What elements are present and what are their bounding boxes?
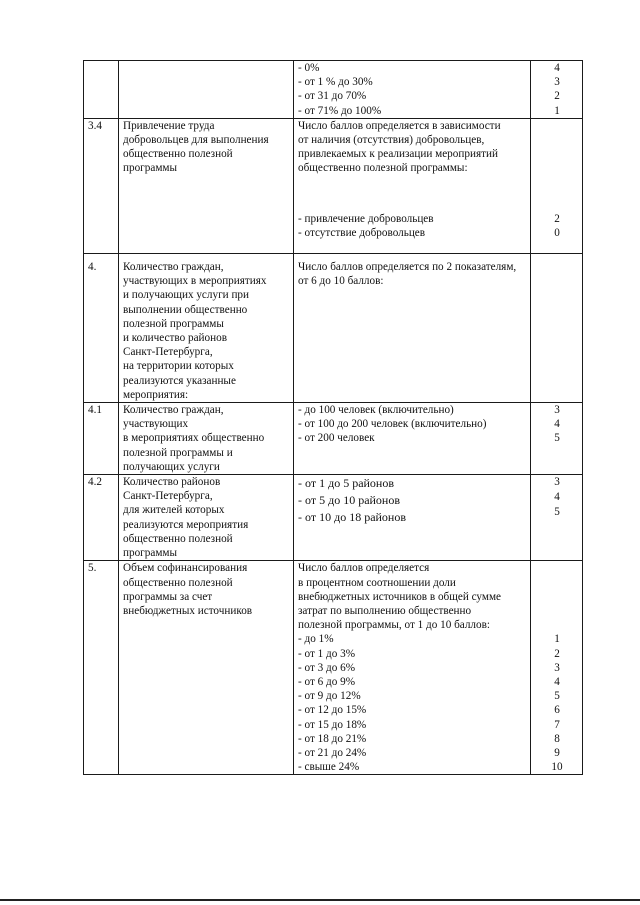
description-line: от наличия (отсутствия) добровольцев, (298, 134, 485, 147)
row-number-cell (84, 118, 119, 253)
points-cell (531, 561, 583, 775)
points-value: 9 (554, 746, 560, 759)
points-value: 3 (554, 661, 560, 674)
criterion-name-cell (119, 403, 294, 475)
description-line: в процентном соотношении доли (298, 576, 456, 589)
criterion-name-line: общественно полезной (123, 576, 233, 589)
row-number-cell (84, 403, 119, 475)
table-row (84, 403, 583, 475)
criterion-description-cell (294, 403, 531, 475)
description-line: Число баллов определяется по 2 показателям, (298, 261, 517, 274)
criteria-table (83, 60, 583, 775)
row-number-cell (84, 475, 119, 561)
criterion-name-line: для жителей которых (123, 504, 225, 517)
points-value: 5 (554, 506, 560, 519)
option-line: - от 12 до 15% (298, 704, 367, 717)
row-number-cell (84, 254, 119, 403)
points-value: 2 (554, 90, 560, 103)
option-line: - от 1 % до 30% (298, 76, 373, 89)
description-line: полезной программы, от 1 до 10 баллов: (298, 619, 490, 632)
criterion-name-line: программы за счет (123, 590, 213, 603)
row-number: 3.4 (88, 119, 102, 132)
description-line: затрат по выполнению общественно (298, 604, 472, 617)
option-line: - от 200 человек (298, 432, 375, 445)
criterion-name-line: участвующих (123, 418, 189, 431)
points-cell (531, 61, 583, 119)
description-line: привлекаемых к реализации мероприятий (298, 148, 498, 161)
criterion-name-cell (119, 61, 294, 119)
row-number: 4.2 (88, 476, 102, 489)
option-line: - свыше 24% (298, 761, 360, 774)
option-line: - от 1 до 5 районов (298, 476, 395, 491)
points-value: 1 (554, 633, 560, 646)
option-line: - от 3 до 6% (298, 661, 356, 674)
option-line: - от 6 до 9% (298, 675, 356, 688)
points-value: 3 (554, 476, 560, 489)
criterion-name-line: добровольцев для выполнения (123, 134, 269, 147)
option-line: - от 100 до 200 человек (включительно) (298, 418, 487, 431)
criterion-description-cell (294, 475, 531, 561)
criterion-name-line: программы (123, 162, 177, 175)
description-line: Число баллов определяется в зависимости (298, 119, 501, 132)
points-cell (531, 254, 583, 403)
criterion-name-line: Санкт-Петербурга, (123, 490, 213, 503)
points-value: 2 (554, 647, 560, 660)
criterion-name-line: общественно полезной (123, 532, 233, 545)
points-value: 4 (554, 418, 560, 431)
criterion-name-line: в мероприятиях общественно (123, 432, 265, 445)
criterion-name-cell (119, 475, 294, 561)
criterion-name-line: участвующих в мероприятиях (123, 275, 267, 288)
points-value: 2 (554, 212, 560, 225)
points-cell (531, 118, 583, 253)
points-cell (531, 475, 583, 561)
description-line: внебюджетных источников в общей сумме (298, 590, 501, 603)
criterion-name-line: Количество районов (123, 476, 221, 489)
points-value: 5 (554, 690, 560, 703)
table-row (84, 61, 583, 119)
option-line: - от 18 до 21% (298, 732, 367, 745)
row-number: 4. (88, 261, 97, 274)
points-cell (531, 403, 583, 475)
option-line: - от 1 до 3% (298, 647, 356, 660)
criterion-description-cell (294, 561, 531, 775)
criterion-description-cell (294, 254, 531, 403)
option-line: - от 31 до 70% (298, 90, 367, 103)
option-line: - 0% (298, 62, 320, 74)
table-row (84, 475, 583, 561)
option-line: - от 9 до 12% (298, 690, 361, 703)
criterion-name-line: Количество граждан, (123, 404, 224, 417)
description-line: от 6 до 10 баллов: (298, 275, 384, 288)
criterion-name-cell (119, 254, 294, 403)
description-line: общественно полезной программы: (298, 162, 468, 175)
criterion-name-line: Привлечение труда (123, 119, 215, 132)
points-value: 5 (554, 432, 560, 445)
criterion-name-cell (119, 118, 294, 253)
points-value: 3 (554, 76, 560, 89)
option-line: - от 71% до 100% (298, 104, 382, 117)
criterion-name-line: реализуются указанные (123, 374, 236, 387)
option-line: - до 100 человек (включительно) (298, 404, 454, 417)
points-value: 4 (554, 491, 560, 504)
points-value: 3 (554, 404, 560, 417)
points-value: 0 (554, 227, 560, 240)
criterion-name-line: на территории которых (123, 360, 234, 373)
criterion-name-line: реализуются мероприятия (123, 518, 249, 531)
criterion-name-line: Санкт-Петербурга, (123, 346, 213, 359)
points-value: 6 (554, 704, 560, 717)
criterion-name-line: получающих услуги (123, 460, 220, 473)
table-row (84, 118, 583, 253)
criterion-name-line: внебюджетных источников (123, 604, 253, 617)
criterion-description-cell (294, 61, 531, 119)
option-line: - до 1% (298, 633, 334, 646)
table-row (84, 561, 583, 775)
option-line: - от 5 до 10 районов (298, 493, 401, 508)
option-line: - от 21 до 24% (298, 746, 367, 759)
points-value: 8 (554, 732, 560, 745)
criterion-name-line: общественно полезной (123, 148, 233, 161)
points-value: 7 (554, 718, 560, 731)
points-value: 1 (554, 104, 560, 117)
row-number-cell (84, 61, 119, 119)
points-value: 4 (554, 675, 560, 688)
criterion-name-line: Количество граждан, (123, 261, 224, 274)
table-row (84, 254, 583, 403)
row-number: 5. (88, 562, 97, 575)
option-line: - отсутствие добровольцев (298, 226, 426, 239)
criterion-name-cell (119, 561, 294, 775)
criterion-name-line: и количество районов (123, 332, 227, 345)
criterion-description-cell (294, 118, 531, 253)
criterion-name-line: и получающих услуги при (123, 289, 250, 302)
criterion-name-line: Объем софинансирования (123, 562, 248, 575)
criterion-name-line: полезной программы (123, 317, 224, 330)
page-bottom-rule (0, 899, 640, 901)
option-line: - от 15 до 18% (298, 718, 367, 731)
row-number-cell (84, 561, 119, 775)
option-line: - привлечение добровольцев (298, 212, 434, 225)
description-line: Число баллов определяется (298, 562, 430, 575)
option-line: - от 10 до 18 районов (298, 510, 407, 525)
criterion-name-line: программы (123, 547, 177, 560)
points-value: 10 (551, 761, 563, 774)
criterion-name-line: мероприятия: (123, 388, 189, 401)
criterion-name-line: выполнении общественно (123, 303, 248, 316)
row-number: 4.1 (88, 404, 102, 417)
points-value: 4 (554, 62, 560, 74)
criterion-name-line: полезной программы и (123, 446, 233, 459)
